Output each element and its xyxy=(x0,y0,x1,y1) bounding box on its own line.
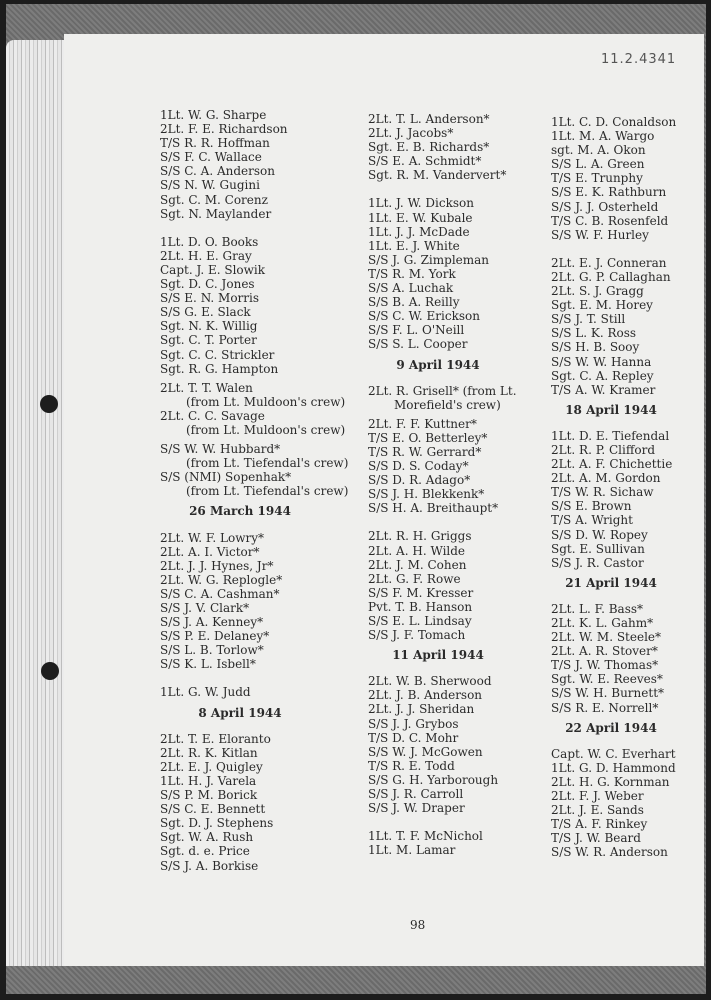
crew-member: 2Lt. A. F. Chichettie xyxy=(551,457,673,472)
crew-member: 2Lt. G. P. Callaghan xyxy=(551,269,671,284)
crew-member: 2Lt. C. C. Savage xyxy=(160,408,265,423)
crew-member: 1Lt. J. J. McDade xyxy=(368,224,470,239)
crew-member: S/S E. N. Morris xyxy=(160,291,260,306)
crew-member: T/S D. C. Mohr xyxy=(368,730,459,745)
crew-member: S/S F. M. Kresser xyxy=(368,585,474,600)
crew-member: T/S R. M. York xyxy=(368,266,456,281)
crew-member: S/S L. A. Green xyxy=(551,157,645,172)
crew-member: 2Lt. R. H. Griggs xyxy=(368,529,472,544)
crew-member: 1Lt. E. W. Kubale xyxy=(368,210,473,225)
crew-member: 1Lt. J. W. Dickson xyxy=(368,196,474,211)
crew-member: Sgt. W. E. Reeves* xyxy=(551,672,663,687)
crew-member: S/S W. R. Anderson xyxy=(551,845,668,860)
crew-member: Sgt. D. C. Jones xyxy=(160,277,255,292)
crew-member: S/S W. W. Hanna xyxy=(551,354,652,369)
date-heading: 22 April 1944 xyxy=(565,720,657,735)
crew-member: Capt. J. E. Slowik xyxy=(160,262,266,277)
crew-member: 2Lt. W. G. Replogle* xyxy=(160,572,283,587)
crew-member: S/S J. A. Kenney* xyxy=(160,615,264,630)
crew-member: S/S H. A. Breithaupt* xyxy=(368,501,499,516)
crew-member: 2Lt. R. P. Clifford xyxy=(551,442,656,457)
crew-group-transferred xyxy=(160,381,360,437)
crew-member: 2Lt. J. E. Sands xyxy=(551,803,644,818)
roster-column-2 xyxy=(368,112,548,857)
crew-member: 2Lt. A. H. Wilde xyxy=(368,543,466,558)
crew-member: S/S S. L. Cooper xyxy=(368,337,468,352)
transfer-note: Morefield's crew) xyxy=(394,397,501,412)
crew-member: 2Lt. S. J. Gragg xyxy=(551,284,644,299)
crew-member: 1Lt. D. O. Books xyxy=(160,234,259,249)
crew-member: S/S D. R. Adago* xyxy=(368,473,471,488)
crew-member: Sgt. W. A. Rush xyxy=(160,830,254,845)
crew-member: S/S W. H. Burnett* xyxy=(551,686,665,701)
crew-member: 1Lt. T. F. McNichol xyxy=(368,829,483,844)
crew-member: Sgt. d. e. Price xyxy=(160,844,250,859)
crew-member: T/S W. R. Sichaw xyxy=(551,485,654,500)
date-heading: 8 April 1944 xyxy=(198,705,282,720)
crew-group xyxy=(160,685,360,699)
crew-member: T/S A. W. Kramer xyxy=(551,382,656,397)
crew-member: 1Lt. H. J. Varela xyxy=(160,773,257,788)
punch-hole xyxy=(40,395,58,413)
crew-member: Sgt. R. G. Hampton xyxy=(160,361,279,376)
crew-member: S/S W. F. Hurley xyxy=(551,227,649,242)
crew-group xyxy=(551,256,701,397)
crew-member: T/S R. W. Gerrard* xyxy=(368,444,482,459)
block-spacer xyxy=(160,221,360,235)
punch-hole xyxy=(41,662,59,680)
crew-group xyxy=(160,732,360,873)
crew-member: S/S C. A. Anderson xyxy=(160,164,276,179)
crew-member: 2Lt. F. J. Weber xyxy=(551,789,644,804)
crew-member: T/S E. O. Betterley* xyxy=(368,430,488,445)
crew-member: 2Lt. L. F. Bass* xyxy=(551,601,644,616)
crew-member: S/S K. L. Isbell* xyxy=(160,657,256,672)
transfer-note: (from Lt. Muldoon's crew) xyxy=(186,422,346,437)
crew-member: S/S G. E. Slack xyxy=(160,305,251,320)
block-spacer xyxy=(551,242,701,256)
crew-member: S/S J. T. Still xyxy=(551,312,626,327)
crew-member: S/S (NMI) Sopenhak* xyxy=(160,470,292,485)
crew-member: 2Lt. H. E. Gray xyxy=(160,248,252,263)
crew-member: 2Lt. W. F. Lowry* xyxy=(160,530,264,545)
crew-member: S/S E. Brown xyxy=(551,499,632,514)
crew-member: S/S F. C. Wallace xyxy=(160,150,262,165)
crew-member: S/S E. K. Rathburn xyxy=(551,185,667,200)
crew-group xyxy=(160,108,360,221)
block-spacer xyxy=(368,515,548,529)
crew-member: S/S J. F. Tomach xyxy=(368,628,466,643)
crew-member: 2Lt. H. G. Kornman xyxy=(551,774,670,789)
crew-member: S/S J. H. Blekkenk* xyxy=(368,487,485,502)
crew-member: 1Lt. G. W. Judd xyxy=(160,685,251,700)
crew-member: S/S G. H. Yarborough xyxy=(368,772,499,787)
crew-member: 2Lt. J. B. Anderson xyxy=(368,688,483,703)
crew-member: Pvt. T. B. Hanson xyxy=(368,599,473,614)
block-spacer xyxy=(160,671,360,685)
crew-group xyxy=(160,531,360,672)
crew-member: S/S L. K. Ross xyxy=(551,326,637,341)
date-heading: 9 April 1944 xyxy=(396,357,480,372)
crew-member: 2Lt. T. L. Anderson* xyxy=(368,112,490,126)
crew-member: T/S J. W. Thomas* xyxy=(551,658,659,673)
crew-member: 1Lt. W. G. Sharpe xyxy=(160,108,267,122)
crew-group-transferred xyxy=(368,384,548,412)
crew-group xyxy=(551,747,701,860)
crew-member: 2Lt. G. F. Rowe xyxy=(368,571,461,586)
crew-member: Sgt. E. M. Horey xyxy=(551,298,653,313)
crew-member: 2Lt. J. Jacobs* xyxy=(368,126,454,141)
crew-member: 2Lt. F. F. Kuttner* xyxy=(368,416,477,431)
crew-member: 2Lt. T. T. Walen xyxy=(160,380,253,395)
crew-member: 2Lt. E. J. Conneran xyxy=(551,255,667,270)
crew-member: T/S A. Wright xyxy=(551,513,633,528)
crew-member: 2Lt. K. L. Gahm* xyxy=(551,616,654,630)
crew-member: S/S N. W. Gugini xyxy=(160,178,260,193)
crew-group-transferred xyxy=(160,442,360,498)
crew-member: S/S C. A. Cashman* xyxy=(160,586,280,601)
crew-member: S/S E. A. Schmidt* xyxy=(368,154,482,169)
crew-member: S/S W. W. Hubbard* xyxy=(160,442,281,457)
crew-member: Sgt. E. B. Richards* xyxy=(368,140,490,155)
crew-member: S/S F. L. O'Neill xyxy=(368,323,465,338)
crew-member: Sgt. C. C. Strickler xyxy=(160,347,275,362)
date-heading: 21 April 1944 xyxy=(565,575,657,590)
date-heading: 11 April 1944 xyxy=(392,648,484,663)
crew-member: S/S W. J. McGowen xyxy=(368,744,483,759)
crew-group xyxy=(368,674,548,815)
crew-member: Sgt. N. Maylander xyxy=(160,206,272,221)
crew-member: Sgt. C. M. Corenz xyxy=(160,192,268,207)
page-number: 98 xyxy=(410,918,426,932)
crew-member: Sgt. N. K. Willig xyxy=(160,319,258,334)
crew-member: 2Lt. A. R. Stover* xyxy=(551,644,658,659)
crew-member: 1Lt. M. Lamar xyxy=(368,843,456,858)
crew-member: Sgt. R. M. Vandervert* xyxy=(368,168,507,183)
crew-member: Sgt. E. Sullivan xyxy=(551,541,645,556)
crew-member: S/S P. M. Borick xyxy=(160,788,258,803)
crew-member: sgt. M. A. Okon xyxy=(551,143,646,158)
crew-group xyxy=(368,829,548,857)
crew-member: S/S C. W. Erickson xyxy=(368,309,480,324)
crew-member: S/S E. L. Lindsay xyxy=(368,614,472,628)
crew-member: S/S C. E. Bennett xyxy=(160,802,266,817)
crew-member: 2Lt. W. B. Sherwood xyxy=(368,674,492,689)
crew-member: S/S D. W. Ropey xyxy=(551,527,648,542)
crew-group xyxy=(160,235,360,376)
crew-member: Sgt. D. J. Stephens xyxy=(160,816,274,831)
crew-member: T/S J. W. Beard xyxy=(551,831,641,846)
crew-member: S/S J. W. Draper xyxy=(368,801,465,816)
crew-member: T/S A. F. Rinkey xyxy=(551,817,648,832)
crew-group xyxy=(368,417,548,516)
crew-member: 2Lt. R. Grisell* (from Lt. xyxy=(368,383,517,398)
crew-member: 2Lt. T. E. Eloranto xyxy=(160,731,271,746)
crew-member: S/S J. R. Carroll xyxy=(368,787,464,802)
crew-member: S/S J. R. Castor xyxy=(551,555,644,570)
crew-group xyxy=(551,115,701,242)
block-spacer xyxy=(368,815,548,829)
date-heading: 26 March 1944 xyxy=(189,504,291,519)
crew-group xyxy=(368,112,548,182)
crew-member: T/S C. B. Rosenfeld xyxy=(551,213,669,228)
crew-member: S/S D. S. Coday* xyxy=(368,459,469,474)
crew-member: S/S B. A. Reilly xyxy=(368,295,460,310)
crew-member: Sgt. C. A. Repley xyxy=(551,368,654,383)
crew-group xyxy=(551,602,701,715)
crew-member: 2Lt. E. J. Quigley xyxy=(160,759,263,774)
crew-member: 1Lt. M. A. Wargo xyxy=(551,129,655,144)
transfer-note: (from Lt. Tiefendal's crew) xyxy=(186,456,349,471)
crew-member: T/S R. E. Todd xyxy=(368,758,455,773)
crew-member: 2Lt. J. J. Hynes, Jr* xyxy=(160,558,274,573)
crew-group xyxy=(368,529,548,642)
crew-member: 1Lt. D. E. Tiefendal xyxy=(551,428,670,443)
crew-member: S/S J. A. Borkise xyxy=(160,858,259,873)
block-spacer xyxy=(368,182,548,196)
crew-member: S/S A. Luchak xyxy=(368,281,454,296)
transfer-note: (from Lt. Tiefendal's crew) xyxy=(186,484,349,499)
crew-member: S/S H. B. Sooy xyxy=(551,340,640,355)
crew-member: 2Lt. A. M. Gordon xyxy=(551,471,661,486)
crew-member: T/S R. R. Hoffman xyxy=(160,136,270,151)
crew-member: S/S P. E. Delaney* xyxy=(160,629,270,644)
crew-member: S/S J. J. Grybos xyxy=(368,716,459,731)
crew-member: 2Lt. F. E. Richardson xyxy=(160,122,288,137)
roster-column-3 xyxy=(551,115,701,860)
crew-member: S/S R. E. Norrell* xyxy=(551,700,659,715)
crew-member: S/S L. B. Torlow* xyxy=(160,643,264,658)
crew-group xyxy=(551,429,701,570)
date-heading: 18 April 1944 xyxy=(565,402,657,417)
crew-member: S/S J. G. Zimpleman xyxy=(368,252,490,267)
crew-member: 2Lt. J. M. Cohen xyxy=(368,557,467,572)
crew-member: 2Lt. W. M. Steele* xyxy=(551,630,662,645)
crew-member: S/S J. J. Osterheld xyxy=(551,199,659,214)
roster-column-1 xyxy=(160,108,360,873)
crew-member: S/S J. V. Clark* xyxy=(160,601,250,615)
handwritten-archive-number: 11.2.4341 xyxy=(601,52,677,67)
crew-member: T/S E. Trunphy xyxy=(551,171,643,186)
crew-member: 1Lt. G. D. Hammond xyxy=(551,760,676,775)
crew-member: 2Lt. J. J. Sheridan xyxy=(368,702,475,717)
crew-member: 1Lt. E. J. White xyxy=(368,238,460,253)
transfer-note: (from Lt. Muldoon's crew) xyxy=(186,394,346,409)
crew-group xyxy=(368,196,548,351)
crew-member: 1Lt. C. D. Conaldson xyxy=(551,115,677,129)
binder-page-edges xyxy=(6,40,64,966)
crew-member: 2Lt. R. K. Kitlan xyxy=(160,745,258,760)
crew-member: Sgt. C. T. Porter xyxy=(160,333,257,348)
crew-member: Capt. W. C. Everhart xyxy=(551,746,676,761)
crew-member: 2Lt. A. I. Victor* xyxy=(160,544,260,559)
